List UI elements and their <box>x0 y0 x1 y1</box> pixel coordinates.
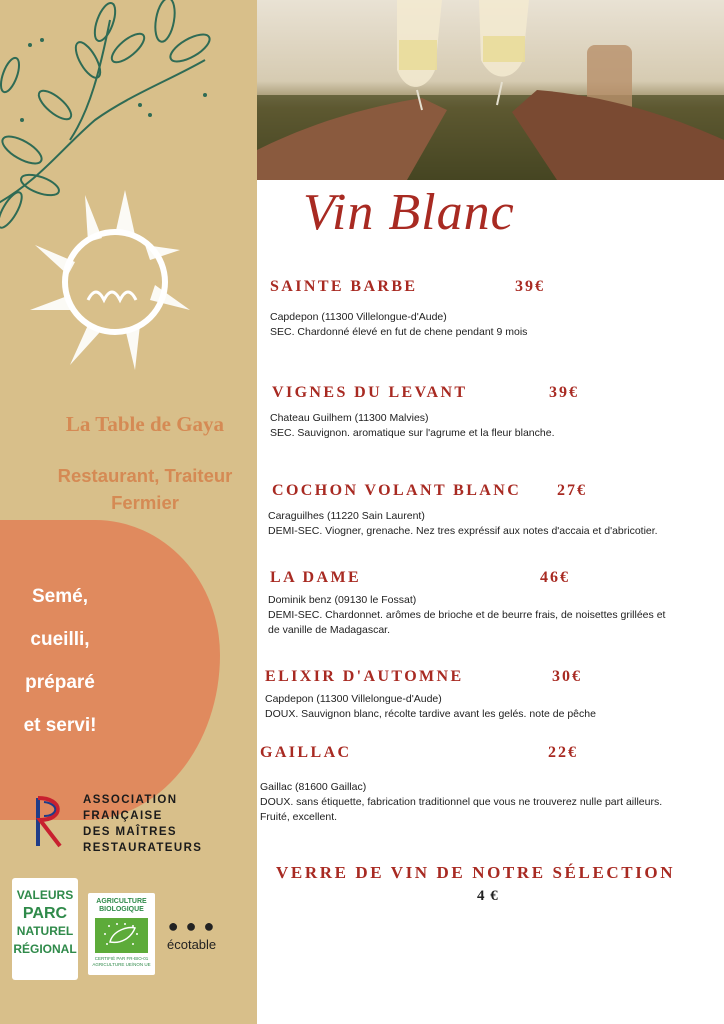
wine-price: 39€ <box>515 278 545 295</box>
wine-producer: Caraguilhes (11220 Sain Laurent) <box>268 510 425 522</box>
wine-name: COCHON VOLANT BLANC <box>272 482 522 499</box>
ecotable-dots-icon: ● ● ● <box>167 916 216 936</box>
bio-certification: CERTIFIÉ PAR FR-BIO-01 AGRICULTURE UE/NON UE <box>92 956 151 967</box>
organic-badge <box>88 893 155 975</box>
badge-text: RÉGIONAL <box>13 942 77 956</box>
wine-notes: DOUX. sans étiquette, fabrication traditionnel que vous ne trouverez nulle part ailleurs. <box>260 796 663 808</box>
brand-tagline <box>0 462 257 516</box>
wine-producer: Capdepon (11300 Villelongue-d'Aude) <box>270 311 447 323</box>
wine-description <box>265 692 596 722</box>
wine-price: 30€ <box>552 668 582 685</box>
wine-price: 46€ <box>540 569 570 586</box>
badge-text: VALEURS <box>16 888 74 902</box>
wine-notes: SEC. Chardonné élevé en fut de chene pendant 9 mois <box>270 326 528 338</box>
brand-name: La Table de Gaya <box>65 412 225 436</box>
wine-notes: SEC. Sauvignon. aromatique sur l'agrume et la fleur blanche. <box>270 427 555 439</box>
wine-producer: Gaillac (81600 Gaillac) <box>260 781 367 793</box>
wine-price: 22€ <box>548 744 578 761</box>
slogan <box>0 575 120 747</box>
slogan-line: Semé, <box>32 586 88 607</box>
wine-price: 27€ <box>557 482 587 499</box>
wine-description <box>260 780 662 825</box>
bio-title-line: AGRICULTURE <box>96 898 147 905</box>
wine-producer: Dominik benz (09130 le Fossat) <box>268 594 417 606</box>
association-name <box>83 792 202 856</box>
wine-notes: DEMI-SEC. Chardonnet. arômes de brioche et de beurre frais, de noisettes grillées et <box>268 609 666 621</box>
glass-of-wine-price: 4 € <box>477 888 499 904</box>
wine-description <box>268 509 658 539</box>
wine-description <box>268 593 665 638</box>
wine-price: 39€ <box>549 384 579 401</box>
association-line: RESTAURATEURS <box>83 842 203 854</box>
slogan-line: préparé <box>25 672 95 693</box>
wine-notes: DOUX. Sauvignon blanc, récolte tardive avant les gelés. note de pêche <box>265 708 596 720</box>
wine-notes: Fruité, excellent. <box>260 811 338 823</box>
eu-organic-leaf-icon <box>95 918 148 953</box>
tagline-line: Fermier <box>111 492 179 513</box>
wine-notes: DEMI-SEC. Viogner, grenache. Nez tres expréssif aux notes d'accaia et d'abricotier. <box>268 525 658 537</box>
association-line: ASSOCIATION <box>83 794 178 806</box>
slogan-line: et servi! <box>23 715 97 736</box>
bio-title-line: BIOLOGIQUE <box>99 906 144 913</box>
wine-description <box>270 310 527 340</box>
sidebar <box>0 0 257 1024</box>
badge-text: PARC <box>22 905 68 922</box>
bio-title <box>88 898 155 914</box>
wine-name: SAINTE BARBE <box>270 278 418 295</box>
menu-title: Vin Blanc <box>303 184 515 241</box>
wine-toast-photo <box>257 0 724 180</box>
tagline-line: Restaurant, Traiteur <box>57 465 233 486</box>
association-line: DES MAÎTRES <box>83 826 177 838</box>
glass-of-wine-label: VERRE DE VIN DE NOTRE SÉLECTION <box>276 863 676 882</box>
wine-name: ELIXIR D'AUTOMNE <box>265 668 464 685</box>
wine-producer: Capdepon (11300 Villelongue-d'Aude) <box>265 693 442 705</box>
sun-logo-icon <box>30 190 200 370</box>
association-line: FRANÇAISE <box>83 810 163 822</box>
ecotable-label: écotable <box>167 937 217 952</box>
association-logo-icon <box>30 794 70 850</box>
ecotable-badge <box>167 917 216 952</box>
parc-naturel-badge <box>12 878 78 980</box>
badge-text: NATUREL <box>16 924 74 938</box>
slogan-line: cueilli, <box>30 629 90 650</box>
wine-producer: Chateau Guilhem (11300 Malvies) <box>270 412 429 424</box>
wine-name: GAILLAC <box>260 744 352 761</box>
wine-name: VIGNES DU LEVANT <box>272 384 468 401</box>
wine-notes: de vanille de Madagascar. <box>268 624 390 636</box>
wine-name: LA DAME <box>270 569 362 586</box>
wine-description <box>270 411 555 441</box>
